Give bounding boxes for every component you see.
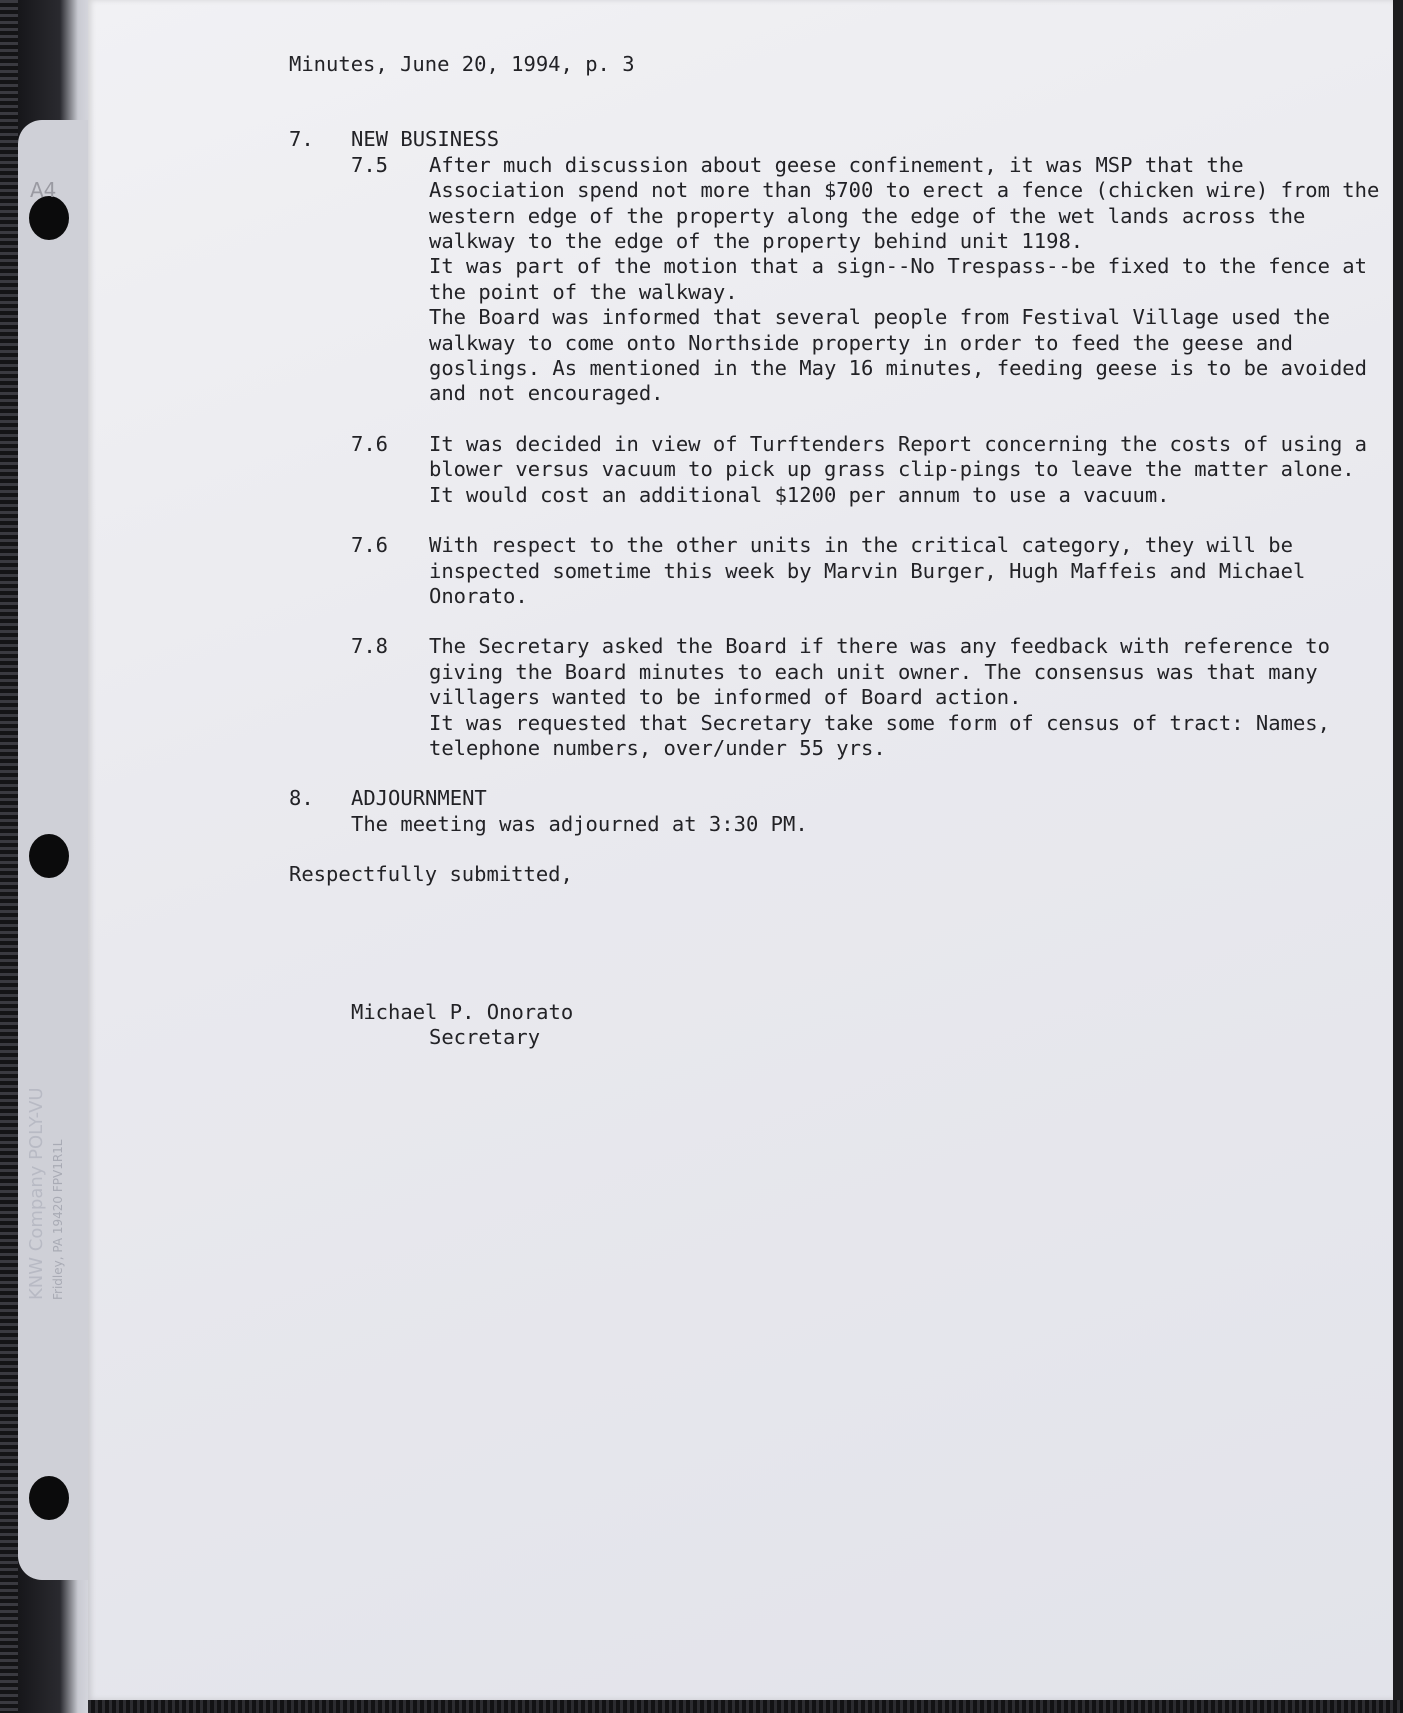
item-7-6-turftenders [351, 432, 1403, 508]
page-header: Minutes, June 20, 1994, p. 3 [289, 52, 635, 76]
item-7-8 [351, 634, 1403, 761]
signer-name: Michael P. Onorato [351, 999, 574, 1024]
adjournment-text: The meeting was adjourned at 3:30 PM. [351, 811, 808, 836]
item-paragraph: It was requested that Secretary take some form of census of tract: Names, telephone numbers, over/under 55 yrs. [429, 710, 1330, 760]
section-number: 7. [289, 127, 314, 152]
closing-salutation: Respectfully submitted, [289, 862, 573, 887]
item-body [429, 634, 1384, 761]
item-number: 7.8 [351, 634, 389, 659]
item-number: 7.5 [351, 152, 389, 177]
document-page [88, 0, 1393, 1700]
sheet-protector-edge [0, 0, 95, 1713]
item-paragraph: The Secretary asked the Board if there was any feedback with reference to giving the Board minutes to each unit owner. The consensus was that many villagers wanted to be informed of Board action. [429, 634, 1330, 710]
signer-title: Secretary [429, 1024, 541, 1049]
item-body [429, 432, 1384, 508]
item-number: 7.6 [351, 533, 389, 558]
sleeve-brand-label [26, 1087, 65, 1300]
section-title: ADJOURNMENT [351, 786, 487, 811]
item-paragraph: It was part of the motion that a sign--No Trespass--be fixed to the fence at the point of the walkway. [429, 254, 1367, 304]
item-paragraph: It was decided in view of Turftenders Report concerning the costs of using a blower versus vacuum to pick up grass clip-pings to leave the matter alone. It would cost an additional $1200 per annum to use a vacuum. [429, 431, 1367, 507]
sheet-protector-seam [0, 0, 18, 1713]
section-8-heading [289, 786, 1403, 811]
binder-hole-top [29, 196, 69, 240]
sleeve-size-mark: A4 [30, 178, 57, 202]
item-paragraph: The Board was informed that several people from Festival Village used the walkway to come onto Northside property in order to feed the geese and goslings. As mentioned in the May 16 minutes, feeding geese is to be avoided and not encouraged. [429, 305, 1367, 406]
item-7-5 [351, 153, 1403, 407]
minutes-document [289, 52, 1403, 1050]
item-7-6-critical-units [351, 533, 1403, 609]
item-paragraph: With respect to the other units in the critical category, they will be inspected sometime this week by Marvin Burger, Hugh Maffeis and Michael Onorato. [429, 533, 1306, 608]
binder-hole-bottom [29, 1476, 69, 1520]
item-body [429, 153, 1384, 407]
section-number: 8. [289, 786, 314, 811]
item-paragraph: After much discussion about geese confinement, it was MSP that the Association spend not more than $700 to erect a fence (chicken wire) from the western edge of the property along the edge of the wet lands across the walkway to the edge of the property behind unit 1198. [429, 152, 1380, 254]
binder-hole-middle [29, 834, 69, 878]
sleeve-brand-sub: Fridley, PA 19420 FPV1R1L [51, 1139, 65, 1300]
item-body [429, 533, 1384, 609]
sheet-protector-bottom-seam [88, 1700, 1403, 1713]
item-number: 7.6 [351, 431, 389, 456]
section-title: NEW BUSINESS [351, 127, 500, 152]
sleeve-brand-name: KNW Company POLY-VU [26, 1087, 47, 1300]
section-7-heading [289, 127, 1403, 152]
